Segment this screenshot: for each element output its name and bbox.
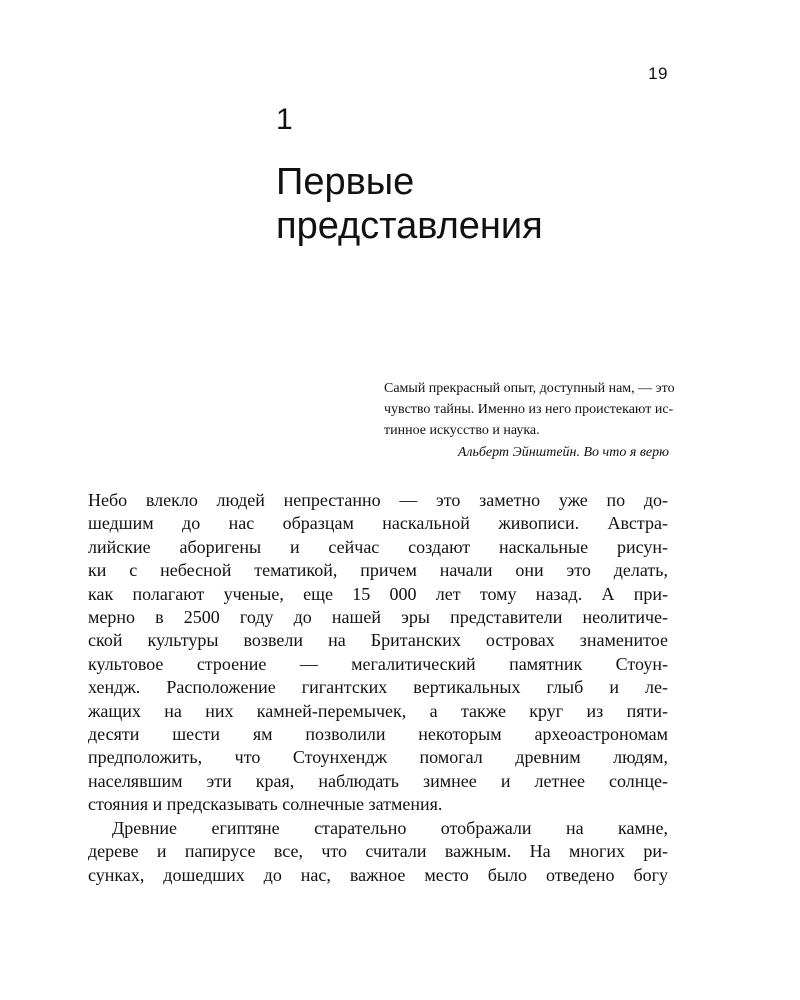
text-line: Небо влекло людей непрестанно — это заметно уже по до- bbox=[88, 490, 668, 510]
text-line: населявшим эти края, наблюдать зимнее и летнее солнце- bbox=[88, 770, 668, 791]
text-line: хендж. Расположение гигантских вертикальных глыб и ле- bbox=[88, 677, 668, 698]
body-text bbox=[88, 489, 668, 887]
paragraph-1 bbox=[88, 489, 668, 817]
epigraph bbox=[384, 378, 675, 463]
chapter-title-line: представления bbox=[276, 205, 543, 247]
text-line: десяти шести ям позволили некоторым археоастрономам bbox=[88, 724, 668, 745]
text-line: ки с небесной тематикой, причем начали они это делать, bbox=[88, 560, 668, 581]
text-line: дереве и папирусе все, что считали важным. На многих ри- bbox=[88, 841, 668, 862]
text-line: Древние египтяне старательно отображали на камне, bbox=[112, 817, 668, 838]
chapter-title-line: Первые bbox=[276, 161, 415, 203]
chapter-title bbox=[276, 160, 676, 248]
text-line: мерно в 2500 году до нашей эры представители неолитиче- bbox=[88, 607, 668, 628]
epigraph-line: тинное искусство и наука. bbox=[384, 423, 540, 438]
text-line: лийские аборигены и сейчас создают наскальные рисун- bbox=[88, 536, 668, 557]
page-number: 19 bbox=[648, 64, 668, 83]
chapter-number: 1 bbox=[276, 103, 293, 136]
paragraph-2 bbox=[88, 817, 668, 887]
text-line: сунках, дошедших до нас, важное место было отведено богу bbox=[88, 864, 668, 885]
epigraph-line: чувство тайны. Именно из него проистекают ис- bbox=[384, 402, 674, 417]
epigraph-line: Самый прекрасный опыт, доступный нам, — это bbox=[384, 381, 675, 396]
text-line: как полагают ученые, еще 15 000 лет тому назад. А при- bbox=[88, 583, 668, 604]
epigraph-source: Альберт Эйнштейн. Во что я верю bbox=[457, 445, 669, 460]
text-line: жащих на них камней-перемычек, а также круг из пяти- bbox=[88, 700, 668, 721]
text-line: культовое строение — мегалитический памятник Стоун- bbox=[88, 653, 668, 674]
text-line: предположить, что Стоунхендж помогал древним людям, bbox=[88, 747, 668, 768]
text-line: стояния и предсказывать солнечные затмения. bbox=[88, 794, 443, 815]
text-line: ской культуры возвели на Британских островах знаменитое bbox=[88, 630, 668, 651]
text-line: шедшим до нас образцам наскальной живописи. Австра- bbox=[88, 513, 668, 534]
